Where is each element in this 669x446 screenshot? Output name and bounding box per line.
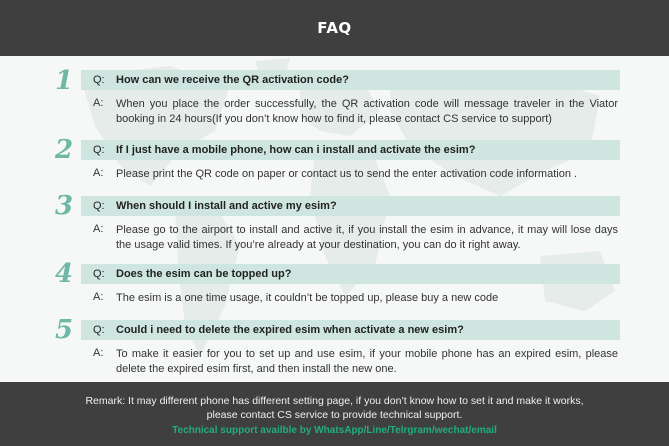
- answer-prefix-4: A:: [93, 291, 104, 303]
- faq-number-1: 1: [54, 66, 74, 96]
- page-title: FAQ: [317, 19, 352, 37]
- question-prefix-5: Q:: [93, 324, 105, 336]
- question-3: When should I install and active my esim?: [116, 200, 337, 212]
- faq-number-3: 3: [54, 191, 74, 221]
- answer-prefix-2: A:: [93, 167, 104, 179]
- question-prefix-4: Q:: [93, 268, 105, 280]
- footer-bar: [0, 382, 669, 446]
- question-prefix-3: Q:: [93, 200, 105, 212]
- question-2: If I just have a mobile phone, how can i install and activate the esim?: [116, 144, 476, 156]
- answer-prefix-3: A:: [93, 223, 104, 235]
- answer-2: Please print the QR code on paper or contact us to send the enter activation code information .: [116, 168, 578, 180]
- question-5: Could i need to delete the expired esim when activate a new esim?: [116, 324, 464, 336]
- faq-number-2: 2: [54, 135, 74, 165]
- answer-4: The esim is a one time usage, it couldn’t be topped up, please buy a new code: [116, 292, 499, 304]
- faq-number-5: 5: [54, 315, 74, 345]
- answer-3: Please go to the airport to install and active it, if you install the esim in advance, it may will lose days the usage valid times. If you’re already at your destination, you can do it right away.: [116, 224, 618, 251]
- remark-text: [0, 394, 669, 422]
- question-1: How can we receive the QR activation code?: [116, 74, 349, 86]
- question-prefix-2: Q:: [93, 144, 105, 156]
- support-contact-text: Technical support availble by WhatsApp/Line/Telrgram/wechat/email: [172, 425, 497, 436]
- answer-prefix-1: A:: [93, 97, 104, 109]
- faq-number-4: 4: [54, 259, 74, 289]
- question-4: Does the esim can be topped up?: [116, 268, 292, 280]
- remark-line-2: please contact CS service to provide technical support.: [206, 409, 463, 421]
- answer-prefix-5: A:: [93, 347, 104, 359]
- answer-5: To make it easier for you to set up and use esim, if your mobile phone has an expired esim, please delete the expired esim first, and then install the new one.: [116, 348, 618, 375]
- header-bar: [0, 0, 669, 56]
- answer-1: When you place the order successfully, the QR activation code will message traveler in the Viator booking in 24 hours(If you don’t know how to find it, please contact CS service to support): [116, 98, 618, 125]
- remark-line-1: Remark: It may different phone has different setting page, if you don’t know how to set it and make it works,: [85, 395, 584, 407]
- question-prefix-1: Q:: [93, 74, 105, 86]
